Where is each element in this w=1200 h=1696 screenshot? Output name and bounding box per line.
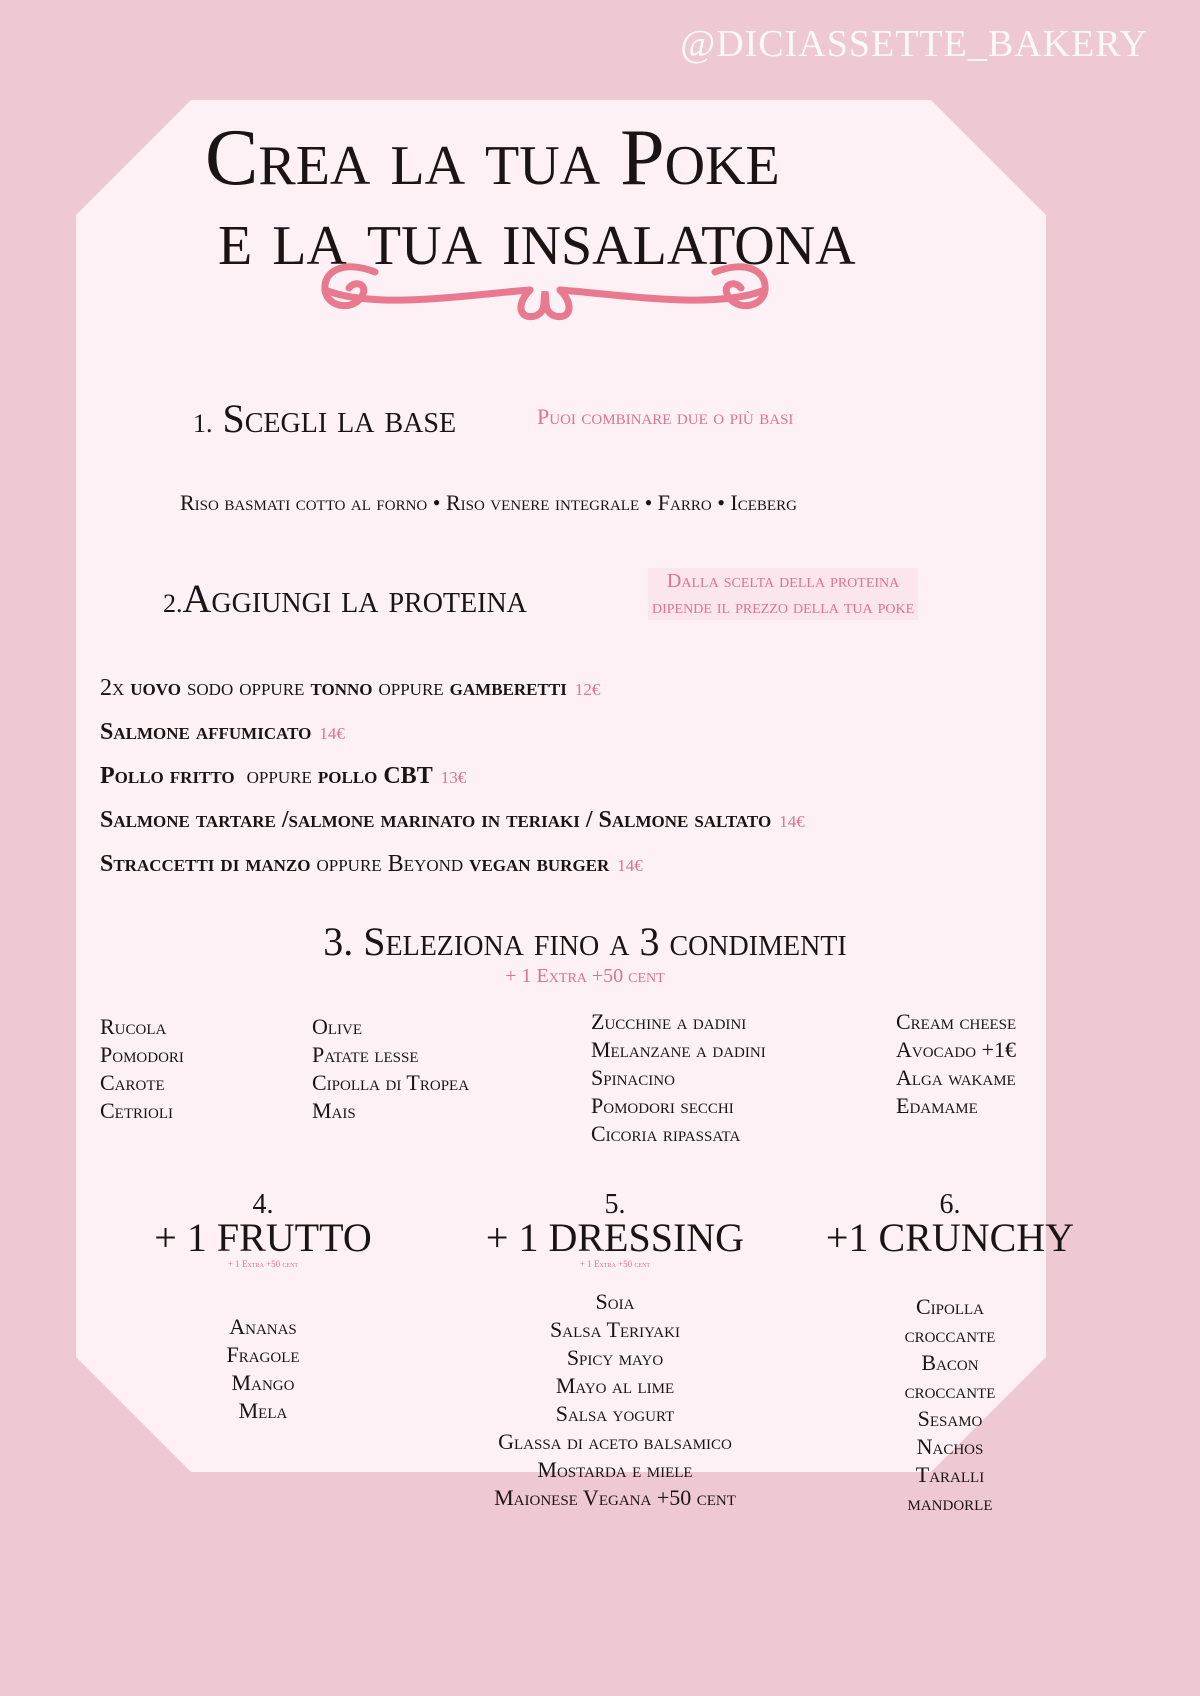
list-item: Rucola bbox=[100, 1014, 167, 1039]
step1-title: Scegli la base bbox=[222, 396, 457, 441]
step4-extra: + 1 Extra +50 cent bbox=[227, 1259, 299, 1269]
list-item: croccante bbox=[904, 1322, 996, 1347]
protein-price: 14€ bbox=[617, 856, 643, 875]
step5-extra: + 1 Extra +50 cent bbox=[579, 1259, 651, 1269]
list-item: Carote bbox=[100, 1070, 165, 1095]
protein-row bbox=[100, 763, 805, 807]
step2-note-line-1: Dalla scelta della proteina bbox=[648, 568, 918, 594]
crunchy-list bbox=[850, 1293, 1050, 1517]
condiments-col-1 bbox=[100, 1013, 184, 1125]
protein-text: pollo CBT bbox=[317, 763, 433, 789]
protein-price: 14€ bbox=[779, 812, 805, 831]
list-item: Cetrioli bbox=[100, 1098, 173, 1123]
step4-number: 4. bbox=[252, 1189, 274, 1220]
step3-heading bbox=[0, 918, 1200, 965]
list-item: Bacon bbox=[921, 1350, 979, 1375]
condiments-col-2 bbox=[312, 1013, 469, 1125]
protein-row bbox=[100, 807, 805, 851]
protein-text: 2x bbox=[100, 675, 131, 701]
protein-row bbox=[100, 851, 805, 895]
list-item: Mayo al lime bbox=[555, 1373, 675, 1398]
title-line-1: Crea la tua Poke bbox=[205, 114, 780, 202]
protein-text: oppure bbox=[372, 675, 450, 701]
list-item: Salsa yogurt bbox=[555, 1401, 675, 1426]
step2-title: Aggiungi la proteina bbox=[182, 576, 527, 621]
list-item: Spinacino bbox=[591, 1065, 675, 1090]
list-item: mandorle bbox=[907, 1490, 993, 1515]
list-item: Spicy mayo bbox=[566, 1345, 664, 1370]
step5-number: 5. bbox=[604, 1189, 626, 1220]
list-item: Avocado +1€ bbox=[896, 1037, 1016, 1062]
list-item: Olive bbox=[312, 1014, 363, 1039]
list-item: Glassa di aceto balsamico bbox=[498, 1429, 732, 1454]
watermark: @DICIASSETTE_BAKERY bbox=[680, 23, 1148, 65]
list-item: croccante bbox=[904, 1378, 996, 1403]
step6-title: +1 CRUNCHY bbox=[825, 1215, 1075, 1260]
step1-note: Puoi combinare due o più basi bbox=[537, 404, 794, 429]
protein-text: oppure bbox=[234, 763, 318, 789]
list-item: Zucchine a dadini bbox=[591, 1009, 747, 1034]
list-item: Mais bbox=[312, 1098, 356, 1123]
list-item: Ananas bbox=[229, 1314, 297, 1339]
list-item: Patate lesse bbox=[312, 1042, 419, 1067]
list-item: Pomodori bbox=[100, 1042, 184, 1067]
list-item: Cream cheese bbox=[896, 1009, 1017, 1034]
step5 bbox=[465, 1189, 765, 1270]
step4 bbox=[143, 1189, 383, 1270]
step5-title: + 1 DRESSING bbox=[485, 1215, 745, 1260]
step6 bbox=[800, 1189, 1100, 1260]
step1-number: 1. bbox=[193, 409, 213, 438]
list-item: Cipolla bbox=[915, 1294, 984, 1319]
list-item: Pomodori secchi bbox=[591, 1093, 734, 1118]
list-item: Maionese Vegana +50 cent bbox=[494, 1485, 736, 1510]
protein-price: 13€ bbox=[440, 768, 467, 787]
protein-text: tonno bbox=[310, 675, 373, 701]
condiments-col-4 bbox=[896, 1008, 1016, 1120]
step2-number: 2. bbox=[163, 589, 183, 618]
fruit-list bbox=[143, 1313, 383, 1425]
protein-text: oppure Beyond bbox=[310, 851, 470, 877]
protein-text: sodo oppure bbox=[180, 675, 311, 701]
protein-price: 12€ bbox=[574, 680, 601, 699]
list-item: Nachos bbox=[916, 1434, 984, 1459]
title-line-2: e la tua insalatona bbox=[218, 194, 856, 282]
list-item: Alga wakame bbox=[896, 1065, 1016, 1090]
protein-list bbox=[100, 675, 805, 895]
protein-price: 14€ bbox=[319, 724, 345, 743]
step1-heading bbox=[193, 395, 456, 442]
dressing-list bbox=[440, 1288, 790, 1512]
list-item: Taralli bbox=[915, 1462, 985, 1487]
list-item: Mela bbox=[238, 1398, 288, 1423]
list-item: Mostarda e miele bbox=[537, 1457, 693, 1482]
step2-note bbox=[648, 568, 918, 620]
list-item: Cicoria ripassata bbox=[591, 1121, 741, 1146]
protein-row bbox=[100, 675, 805, 719]
list-item: Salsa Teriyaki bbox=[550, 1317, 680, 1342]
protein-text: uovo bbox=[130, 675, 181, 701]
step3-title: 3. Seleziona fino a 3 condimenti bbox=[323, 919, 847, 964]
list-item: Cipolla di Tropea bbox=[312, 1070, 470, 1095]
list-item: Soia bbox=[595, 1289, 635, 1314]
step3-extra bbox=[0, 965, 1200, 988]
protein-text: Pollo fritto bbox=[100, 763, 235, 789]
list-item: Melanzane a dadini bbox=[591, 1037, 766, 1062]
protein-text: Salmone affumicato bbox=[100, 719, 312, 745]
condiments-col-3 bbox=[591, 1008, 766, 1148]
list-item: Edamame bbox=[896, 1093, 978, 1118]
step3-extra-text: + 1 Extra +50 cent bbox=[505, 965, 665, 987]
step2-heading bbox=[163, 575, 527, 622]
list-item: Sesamo bbox=[917, 1406, 983, 1431]
list-item: Mango bbox=[231, 1370, 295, 1395]
step4-title: + 1 FRUTTO bbox=[154, 1215, 372, 1260]
protein-text: Salmone tartare /salmone marinato in teriaki / Salmone saltato bbox=[100, 807, 772, 833]
swirl-ornament-icon bbox=[315, 250, 775, 330]
protein-text: Straccetti di manzo bbox=[100, 851, 311, 877]
protein-row bbox=[100, 719, 805, 763]
protein-text: vegan burger bbox=[469, 851, 610, 877]
step6-number: 6. bbox=[939, 1189, 961, 1220]
step2-note-line-2: dipende il prezzo della tua poke bbox=[648, 594, 918, 620]
protein-text: gamberetti bbox=[449, 675, 567, 701]
list-item: Fragole bbox=[226, 1342, 300, 1367]
base-options: Riso basmati cotto al forno • Riso venere integrale • Farro • Iceberg bbox=[180, 490, 797, 515]
